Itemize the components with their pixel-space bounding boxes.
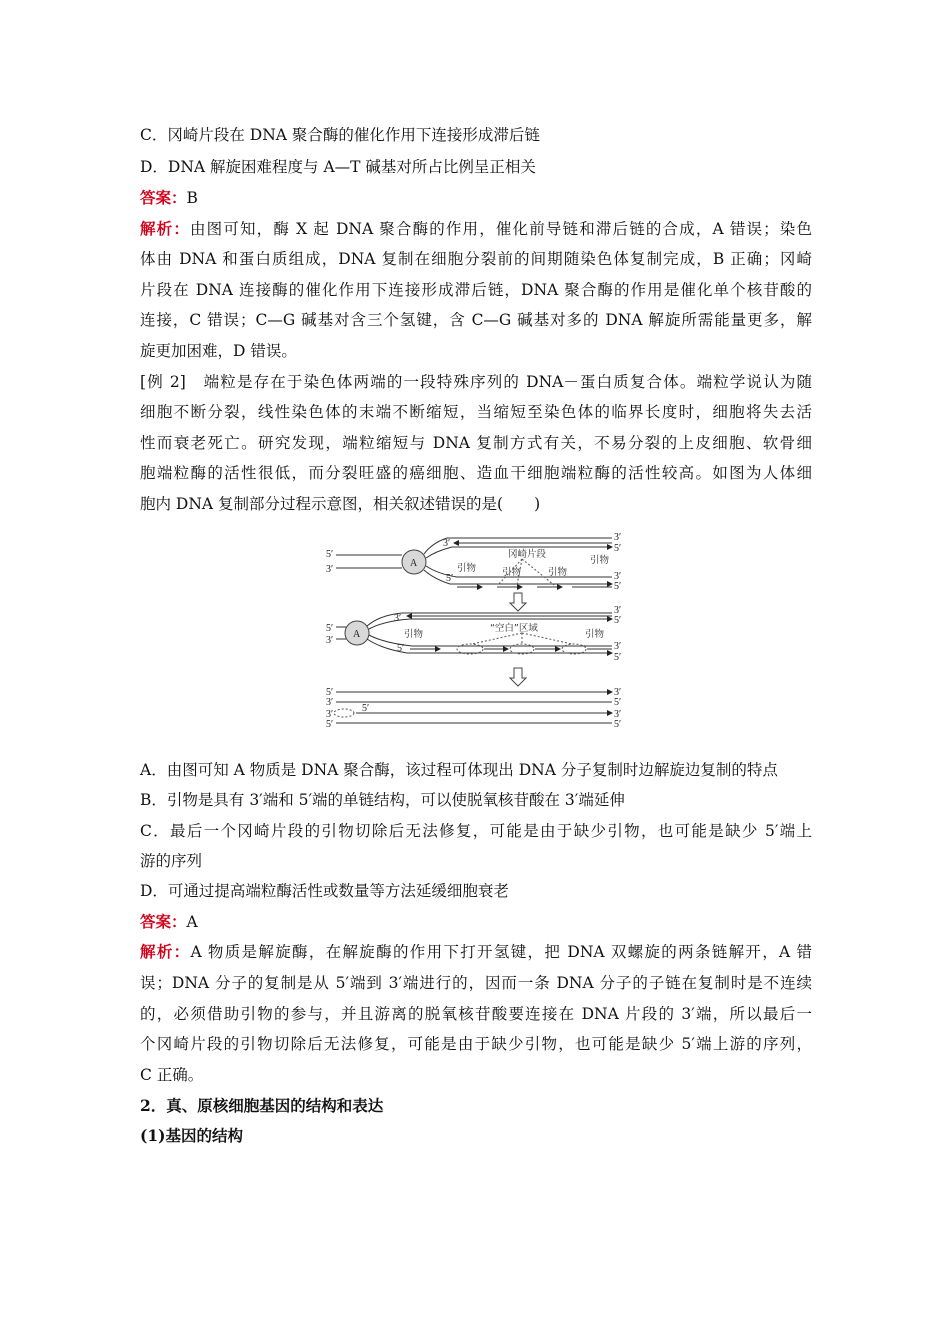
end-label: 5′ [326,687,334,698]
answer-line [140,912,812,932]
end-label: 5′ [614,719,622,730]
end-label: 3′ [394,613,402,624]
end-label: 3′ [614,571,622,582]
analysis-line [140,219,812,239]
end-label: 3′ [614,532,622,543]
panel-1 [326,532,621,592]
section-heading: 2．真、原核细胞基因的结构和表达 [140,1096,384,1115]
end-label: 3′ [614,605,622,616]
end-label: 5′ [362,703,370,714]
option-b: B．引物是具有 3′端和 5′端的单链结构，可以使脱氧核苷酸在 3′端延伸 [140,791,625,809]
answer-value: A [186,913,198,931]
primer-label: 引物 [457,563,477,574]
answer-value: B [186,189,198,207]
end-label: 5′ [326,549,334,560]
analysis-line: 的，必须借助引物的参与，并且游离的脱氧核苷酸要连接在 DNA 片段的 3′端，所以最后一 [140,1005,812,1023]
analysis-text: A 物质是解旋酶，在解旋酶的作用下打开氢键，把 DNA 双螺旋的两条链解开，A 错 [190,943,812,961]
end-label: 3′ [326,709,334,720]
primer-label: 引物 [502,567,522,578]
answer-line [140,188,812,208]
question-stem: [例 2] 端粒是存在于染色体两端的一段特殊序列的 DNA－蛋白质复合体。端粒学说认为随 [140,373,812,391]
analysis-label: 解析： [140,219,190,238]
end-label: 5′ [326,719,334,730]
end-label: 5′ [614,697,622,708]
option-a: A．由图可知 A 物质是 DNA 聚合酶，该过程可体现出 DNA 分子复制时边解旋边复制的特点 [140,761,778,779]
analysis-line: 误；DNA 分子的复制是从 5′端到 3′端进行的，因而一条 DNA 分子的子链在复制时是不连续 [140,974,812,992]
end-label: 5′ [326,623,334,634]
end-label: 5′ [614,652,622,663]
enzyme-label: A [410,558,418,569]
end-label: 3′ [326,635,334,646]
end-label: 5′ [614,581,622,592]
answer-label: 答案： [140,188,187,207]
end-label: 3′ [326,564,334,575]
end-label: 5′ [614,615,622,626]
analysis-line [140,942,812,962]
enzyme-label: A [353,629,361,640]
end-label: 3′ [443,538,451,549]
panel-2 [326,605,621,663]
option-c-cont: 游的序列 [140,852,203,870]
panel-3 [326,687,621,730]
primer-label: 引物 [590,555,610,566]
section-subheading: (1)基因的结构 [140,1126,243,1145]
question-stem: 性而衰老死亡。研究发现，端粒缩短与 DNA 复制方式有关，不易分裂的上皮细胞、软骨细 [140,434,812,452]
end-label: 5′ [397,643,405,654]
answer-label: 答案： [140,912,187,931]
analysis-text: 由图可知，酶 X 起 DNA 聚合酶的作用，催化前导链和滞后链的合成，A 错误；染色 [190,220,812,238]
question-stem: 胞端粒酶的活性很低，而分裂旺盛的癌细胞、造血干细胞端粒酶的活性较高。如图为人体细 [140,464,812,482]
end-label: 5′ [446,573,454,584]
analysis-line: 个冈崎片段的引物切除后无法修复，可能是由于缺少引物，也可能是缺少 5′端上游的序列， [140,1035,812,1053]
analysis-line: C 正确。 [140,1066,204,1084]
primer-label: 引物 [548,567,568,578]
analysis-line: 旋更加困难，D 错误。 [140,342,297,360]
end-label: 3′ [614,709,622,720]
analysis-label: 解析： [140,942,191,961]
analysis-line: 体由 DNA 和蛋白质组成，DNA 复制在细胞分裂前的间期随染色体复制完成，B 正确；冈崎 [140,250,812,268]
question-stem: 胞内 DNA 复制部分过程示意图，相关叙述错误的是( ) [140,495,541,513]
option-d: D．DNA 解旋困难程度与 A—T 碱基对所占比例呈正相关 [140,158,536,176]
down-arrow-icon [510,668,526,686]
analysis-line: 片段在 DNA 连接酶的催化作用下连接形成滞后链，DNA 聚合酶的作用是催化单个核苷酸的 [140,281,812,299]
option-c: C．冈崎片段在 DNA 聚合酶的催化作用下连接形成滞后链 [140,126,540,144]
down-arrow-icon [510,593,526,611]
question-stem: 细胞不断分裂，线性染色体的末端不断缩短，当缩短至染色体的临界长度时，细胞将失去活 [140,403,812,421]
dna-replication-figure [322,527,632,739]
primer-label: 引物 [404,629,424,640]
option-c: C．最后一个冈崎片段的引物切除后无法修复，可能是由于缺少引物，也可能是缺少 5′端上 [140,822,812,840]
analysis-line: 连接，C 错误；C—G 碱基对含三个氢键，含 C—G 碱基对多的 DNA 解旋所需能量更多，解 [140,311,812,329]
primer-label: 引物 [585,629,605,640]
blank-region-label: “空白”区域 [490,623,538,634]
end-label: 3′ [614,687,622,698]
option-d: D．可通过提高端粒酶活性或数量等方法延缓细胞衰老 [140,882,509,900]
okazaki-label: 冈崎片段 [508,549,547,560]
end-label: 3′ [614,641,622,652]
end-label: 3′ [326,697,334,708]
end-label: 5′ [614,543,622,554]
